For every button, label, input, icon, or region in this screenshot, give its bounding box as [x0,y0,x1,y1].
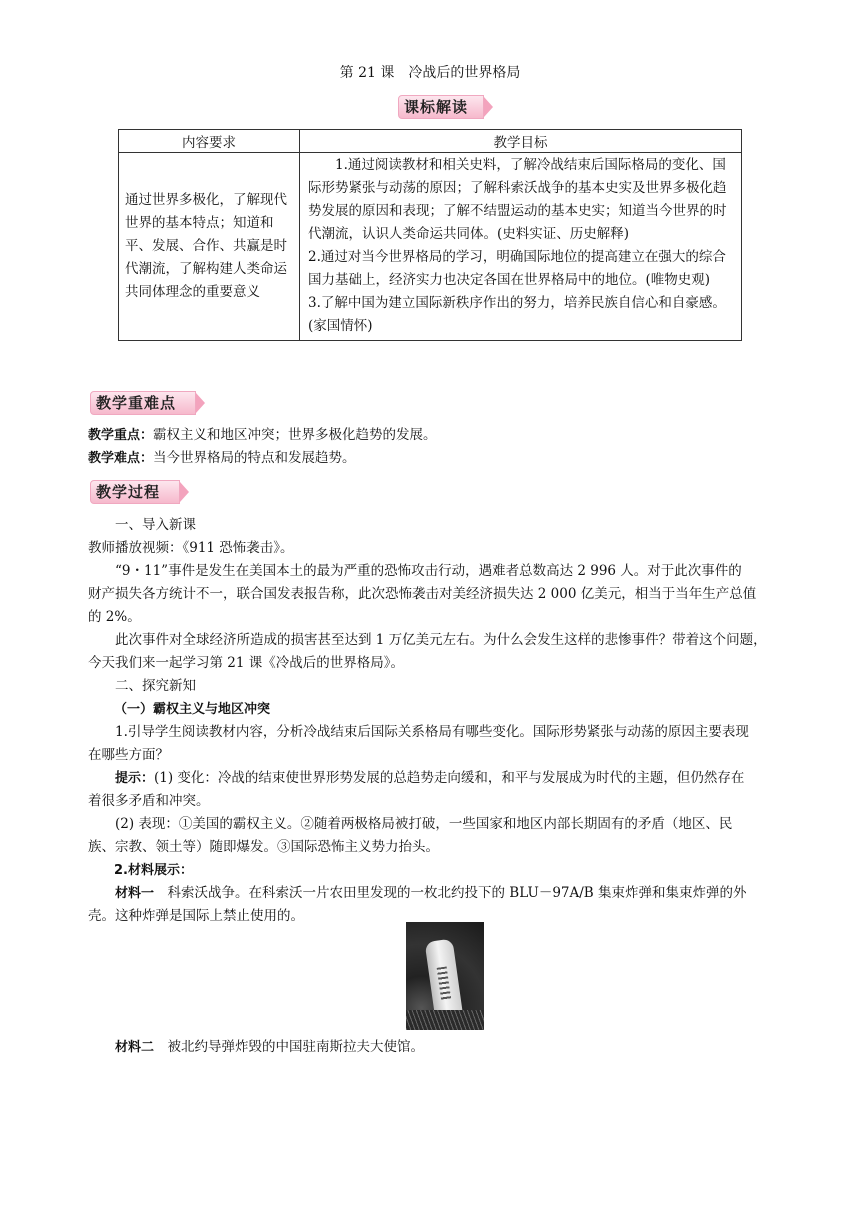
subsection-heading: （一）霸权主义与地区冲突 [114,702,271,717]
paragraph-line: 着很多矛盾和冲突。 [88,793,210,809]
cluster-bomb-photo [406,922,484,1030]
table-header-requirement: 内容要求 [119,130,300,153]
paragraph-line: 1.引导学生阅读教材内容，分析冷战结束后国际关系格局有哪些变化。国际形势紧张与动荡的原因主要表现 [115,724,749,740]
paragraph-line: 在哪些方面？ [88,747,169,763]
paragraph-line: 族、宗教、领土等）随即爆发。③国际恐怖主义势力抬头。 [88,839,439,855]
paragraph-line: 财产损失各方统计不一，联合国发表报告称，此次恐怖袭击对美经济损失达 2 000 亿美元，相当于当年生产总值 [88,586,757,602]
paragraph-line: 今天我们来一起学习第 21 课《冷战后的世界格局》。 [88,655,405,671]
paragraph-line: (2) 表现：①美国的霸权主义。②随着两极格局被打破，一些国家和地区内部长期固有的矛盾（地区、民 [115,816,733,832]
section-heading: 二、探究新知 [115,678,196,694]
material-two: 材料二 被北约导弹炸毁的中国驻南斯拉夫大使馆。 [115,1039,425,1055]
material-one: 材料一 科索沃战争。在科索沃一片农田里发现的一枚北约投下的 BLU－97A/B 集束炸弹和集束炸弹的外 [115,885,747,901]
goal-item: 1.通过阅读教材和相关史料，了解冷战结束后国际格局的变化、国际形势紧张与动荡的原因；了解科索沃战争的基本史实及世界多极化趋势发展的原因和表现；了解不结盟运动的基本史实；知道当今世界的时代潮流，认识人类命运共同体。(史料实证、历史解释) [308,157,727,242]
banner-process-label: 教学过程 [96,483,161,501]
banner-key-points [90,391,206,415]
goals-cell [300,153,742,341]
content-requirement-cell: 通过世界多极化，了解现代世界的基本特点；知道和平、发展、合作、共赢是时代潮流，了解构建人类命运共同体理念的重要意义 [119,153,300,341]
paragraph-line: 此次事件对全球经济所造成的损害甚至达到 1 万亿美元左右。为什么会发生这样的悲惨事件？带着这个问题， [115,632,767,648]
lesson-title: 第 21 课 冷战后的世界格局 [339,65,521,81]
banner-key-points-label: 教学重难点 [96,394,177,412]
paragraph-line: 教师播放视频：《911 恐怖袭击》。 [88,540,294,556]
hint-line: 提示：(1) 变化：冷战的结束使世界形势发展的总趋势走向缓和，和平与发展成为时代的主题，但仍然存在 [115,770,745,786]
table-header-goals: 教学目标 [300,130,742,153]
goal-item: 2.通过对当今世界格局的学习，明确国际地位的提高建立在强大的综合国力基础上，经济实力也决定各国在世界格局中的地位。(唯物史观) [308,249,726,288]
paragraph-line: 的 2%。 [88,609,141,625]
section-heading: 一、导入新课 [115,517,196,533]
banner-standard-label: 课标解读 [404,98,469,116]
goal-item: 3.了解中国为建立国际新秩序作出的努力，培养民族自信心和自豪感。(家国情怀) [308,295,726,334]
teaching-difficulty: 教学难点：当今世界格局的特点和发展趋势。 [88,450,356,466]
paragraph-line: “9・11”事件是发生在美国本土的最为严重的恐怖攻击行动，遇难者总数高达 2 996 人。对于此次事件的 [115,563,742,579]
banner-process [90,480,190,504]
curriculum-table [118,129,742,341]
paragraph-line: 壳。这种炸弹是国际上禁止使用的。 [88,908,304,924]
material-heading: 2.材料展示： [114,863,193,878]
banner-standard [398,95,494,119]
teaching-focus: 教学重点：霸权主义和地区冲突；世界多极化趋势的发展。 [88,427,437,443]
